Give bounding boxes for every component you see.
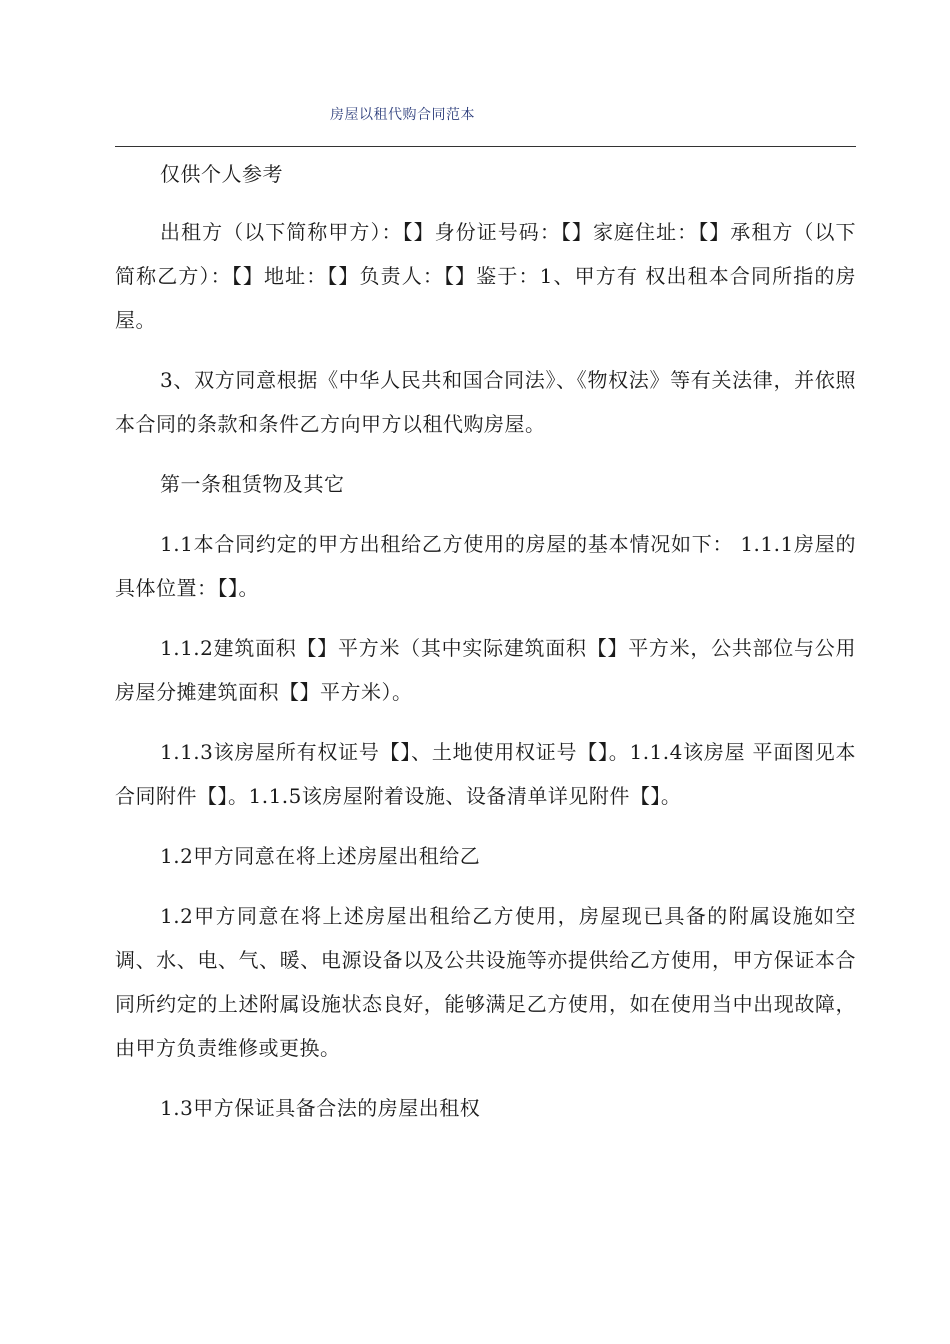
paragraph-parties: 出租方（以下简称甲方）：【】身份证号码：【】家庭住址：【】承租方（以下简称乙方）：【】地址：【】负责人：【】鉴于：1、甲方有 权出租本合同所指的房屋。 [115,220,856,332]
paragraph-note: 仅供个人参考 [160,162,283,186]
paragraph-article-1-heading: 第一条租赁物及其它 [160,472,345,496]
paragraph-legal-basis: 3、双方同意根据《中华人民共和国合同法》、《物权法》等有关法律，并依照本合同的条款和条件乙方向甲方以租代购房屋。 [115,368,856,436]
paragraph-clause-1-2-short: 1.2甲方同意在将上述房屋出租给乙 [160,844,481,868]
paragraph-clause-1-1-2: 1.1.2建筑面积【】平方米（其中实际建筑面积【】平方米，公共部位与公用房屋分摊建筑面积【】平方米）。 [115,636,856,704]
paragraph-clause-1-2: 1.2甲方同意在将上述房屋出租给乙方使用，房屋现已具备的附属设施如空调、水、电、气、暖、电源设备以及公共设施等亦提供给乙方使用，甲方保证本合同所约定的上述附属设施状态良好，能够满足乙方使用，如在使用当中出现故障，由甲方负责维修或更换。 [115,904,856,1060]
paragraph-clause-1-1-3: 1.1.3该房屋所有权证号【】、土地使用权证号【】。1.1.4该房屋 平面图见本合同附件【】。1.1.5该房屋附着设施、设备清单详见附件【】。 [115,740,856,808]
paragraph-clause-1-1: 1.1本合同约定的甲方出租给乙方使用的房屋的基本情况如下： 1.1.1房屋的具体位置：【】。 [115,532,856,600]
document-body [115,152,856,1146]
document-header-title: 房屋以租代购合同范本 [330,107,475,123]
header-divider [115,146,856,147]
paragraph-clause-1-3: 1.3甲方保证具备合法的房屋出租权 [160,1096,481,1120]
